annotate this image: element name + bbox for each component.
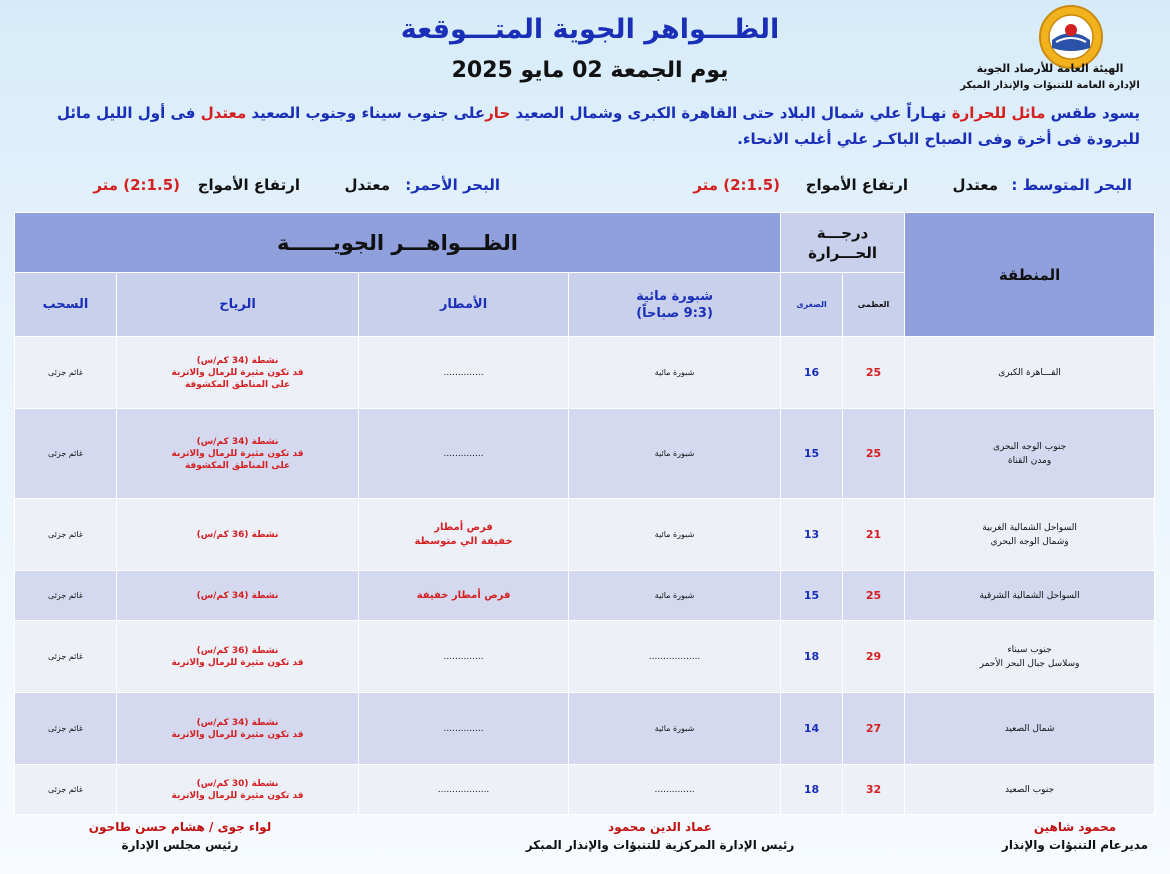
wind-speed: نشطة (34 كم/س) bbox=[196, 355, 279, 366]
region-header: المنطقة bbox=[905, 213, 1155, 337]
max-temp-cell: 32 bbox=[843, 765, 905, 815]
min-temp-cell: 18 bbox=[781, 765, 843, 815]
signature-central-head bbox=[500, 820, 820, 852]
rain-cell: فرص أمطار خفيفة bbox=[359, 571, 569, 621]
max-temp-cell: 25 bbox=[843, 571, 905, 621]
min-temp-cell: 13 bbox=[781, 499, 843, 571]
rain-cell: .............. bbox=[359, 621, 569, 693]
wind-cell bbox=[117, 409, 359, 499]
wind-note: قد تكون مثيرة للرمال والاتربة bbox=[171, 729, 304, 740]
cloud-cell: غائم جزئى bbox=[15, 337, 117, 409]
signature-title: مديرعام التنبؤات والإنذار bbox=[1001, 838, 1149, 852]
fog-cell: شبورة مائية bbox=[569, 337, 781, 409]
sea-state bbox=[60, 176, 1140, 202]
table-row bbox=[15, 409, 1155, 499]
max-temp-cell: 25 bbox=[843, 337, 905, 409]
region-line: ومدن القناة bbox=[1007, 455, 1052, 466]
max-temp-cell: 25 bbox=[843, 409, 905, 499]
min-temp-cell: 18 bbox=[781, 621, 843, 693]
wind-speed: نشطة (34 كم/س) bbox=[196, 717, 279, 728]
org-name: الهيئة العامة للأرصاد الجوية bbox=[976, 62, 1124, 75]
summary-text: على جنوب سيناء وجنوب الصعيد bbox=[246, 104, 486, 122]
min-temp-cell: 15 bbox=[781, 409, 843, 499]
rain-line: فرص أمطار bbox=[434, 521, 493, 533]
table-row bbox=[15, 499, 1155, 571]
cloud-cell: غائم جزئى bbox=[15, 409, 117, 499]
temperature-header: درجـــة الحـــرارة bbox=[781, 213, 905, 273]
min-temp-header: الصغرى bbox=[781, 273, 843, 337]
summary-highlight: حار bbox=[485, 104, 511, 122]
max-temp-cell: 29 bbox=[843, 621, 905, 693]
wind-speed: نشطة (30 كم/س) bbox=[196, 778, 279, 789]
forecast-date: يوم الجمعة 02 مايو 2025 bbox=[451, 58, 729, 83]
min-temp-cell: 14 bbox=[781, 693, 843, 765]
wind-note: قد تكون مثيرة للرمال والاتربة bbox=[171, 790, 304, 801]
region-cell bbox=[905, 621, 1155, 693]
fog-cell: شبورة مائية bbox=[569, 409, 781, 499]
wind-cell bbox=[117, 571, 359, 621]
summary-text: يسود طقس bbox=[1045, 104, 1140, 122]
wind-note: على المناطق المكشوفة bbox=[184, 379, 291, 390]
signature-name: لواء جوى / هشام حسن طاحون bbox=[88, 820, 272, 834]
med-sea-state: معتدل bbox=[952, 176, 998, 194]
fog-header-time: (9:3 صباحاً) bbox=[636, 305, 713, 321]
rain-line: خفيفة الي متوسطة bbox=[414, 535, 513, 547]
fog-cell: شبورة مائية bbox=[569, 571, 781, 621]
wind-note: قد تكون مثيرة للرمال والاتربة bbox=[171, 367, 304, 378]
wind-note: على المناطق المكشوفة bbox=[184, 460, 291, 471]
signature-name: عماد الدين محمود bbox=[608, 820, 712, 834]
red-wave-label: ارتفاع الأمواج bbox=[197, 176, 300, 194]
phenomena-header: الظـــواهـــر الجويــــــة bbox=[15, 213, 781, 273]
summary-highlight: معتدل bbox=[200, 104, 247, 122]
rain-cell: .................. bbox=[359, 765, 569, 815]
region-cell bbox=[905, 499, 1155, 571]
cloud-cell: غائم جزئى bbox=[15, 693, 117, 765]
med-wave-height: (2:1.5) متر bbox=[693, 176, 780, 194]
wind-note: قد تكون مثيرة للرمال والاتربة bbox=[171, 657, 304, 668]
fog-cell: .................. bbox=[569, 621, 781, 693]
wind-speed: نشطة (36 كم/س) bbox=[196, 645, 279, 656]
rain-cell bbox=[359, 499, 569, 571]
max-temp-header: العظمى bbox=[843, 273, 905, 337]
region-line: وشمال الوجه البحري bbox=[990, 536, 1069, 547]
org-department: الإدارة العامة للتنبؤات والإنذار المبكر bbox=[960, 80, 1140, 91]
signature-director bbox=[1000, 820, 1150, 852]
table-row bbox=[15, 571, 1155, 621]
red-sea-label: البحر الأحمر: bbox=[405, 176, 500, 194]
cloud-cell: غائم جزئى bbox=[15, 765, 117, 815]
region-line: جنوب الوجه البحرى bbox=[992, 441, 1067, 452]
signature-name: محمود شاهين bbox=[1033, 820, 1117, 834]
wind-cell bbox=[117, 499, 359, 571]
table-row bbox=[15, 765, 1155, 815]
region-cell: جنوب الصعيد bbox=[905, 765, 1155, 815]
region-cell: السواحل الشمالية الشرقية bbox=[905, 571, 1155, 621]
red-sea-state: معتدل bbox=[344, 176, 390, 194]
weather-summary bbox=[40, 100, 1140, 152]
min-temp-cell: 16 bbox=[781, 337, 843, 409]
forecast-table bbox=[14, 212, 1155, 815]
signature-chairman bbox=[70, 820, 290, 852]
wind-speed: نشطة (34 كم/س) bbox=[196, 436, 279, 447]
rain-cell: .............. bbox=[359, 409, 569, 499]
med-sea-label: البحر المتوسط : bbox=[1011, 176, 1132, 194]
summary-text: نهـاراً علي شمال البلاد حتى القاهرة الكبرى وشمال الصعيد bbox=[510, 104, 952, 122]
max-temp-cell: 21 bbox=[843, 499, 905, 571]
region-cell bbox=[905, 409, 1155, 499]
fog-header bbox=[569, 273, 781, 337]
rain-cell: .............. bbox=[359, 337, 569, 409]
summary-text: فى أول الليل مائل للبرودة فى أخرة وفى الصباح الباكـر علي أغلب الانحاء. bbox=[56, 104, 1140, 148]
wind-header: الرياح bbox=[117, 273, 359, 337]
region-line: السواحل الشمالية الغربية bbox=[982, 522, 1077, 533]
region-line: وسلاسل جبال البحر الأحمر bbox=[979, 658, 1080, 669]
wind-speed: نشطة (34 كم/س) bbox=[196, 590, 279, 601]
table-row bbox=[15, 337, 1155, 409]
wind-speed: نشطة (36 كم/س) bbox=[196, 529, 279, 540]
fog-cell: شبورة مائية bbox=[569, 693, 781, 765]
cloud-cell: غائم جزئى bbox=[15, 571, 117, 621]
signature-title: رئيس مجلس الإدارة bbox=[121, 838, 239, 852]
region-cell: القـــاهرة الكبرى bbox=[905, 337, 1155, 409]
med-wave-label: ارتفاع الأمواج bbox=[805, 176, 908, 194]
max-temp-cell: 27 bbox=[843, 693, 905, 765]
cloud-cell: غائم جزئى bbox=[15, 499, 117, 571]
ema-logo bbox=[1038, 4, 1104, 70]
signature-title: رئيس الإدارة المركزية للتنبؤات والإنذار المبكر bbox=[525, 838, 795, 852]
page-title: الظـــواهر الجوية المتـــوقعة bbox=[400, 14, 780, 45]
region-line: جنوب سيناء bbox=[1007, 644, 1052, 655]
rain-cell: .............. bbox=[359, 693, 569, 765]
fog-header-label: شبورة مائية bbox=[636, 288, 714, 304]
table-row bbox=[15, 693, 1155, 765]
fog-cell: شبورة مائية bbox=[569, 499, 781, 571]
fog-cell: .............. bbox=[569, 765, 781, 815]
wind-cell bbox=[117, 765, 359, 815]
summary-highlight: مائل للحرارة bbox=[951, 104, 1046, 122]
cloud-cell: غائم جزئى bbox=[15, 621, 117, 693]
table-row bbox=[15, 621, 1155, 693]
region-cell: شمال الصعيد bbox=[905, 693, 1155, 765]
rain-header: الأمطار bbox=[359, 273, 569, 337]
wind-cell bbox=[117, 337, 359, 409]
min-temp-cell: 15 bbox=[781, 571, 843, 621]
wind-note: قد تكون مثيرة للرمال والاتربة bbox=[171, 448, 304, 459]
red-wave-height: (2:1.5) متر bbox=[93, 176, 180, 194]
wind-cell bbox=[117, 693, 359, 765]
cloud-header: السحب bbox=[15, 273, 117, 337]
wind-cell bbox=[117, 621, 359, 693]
